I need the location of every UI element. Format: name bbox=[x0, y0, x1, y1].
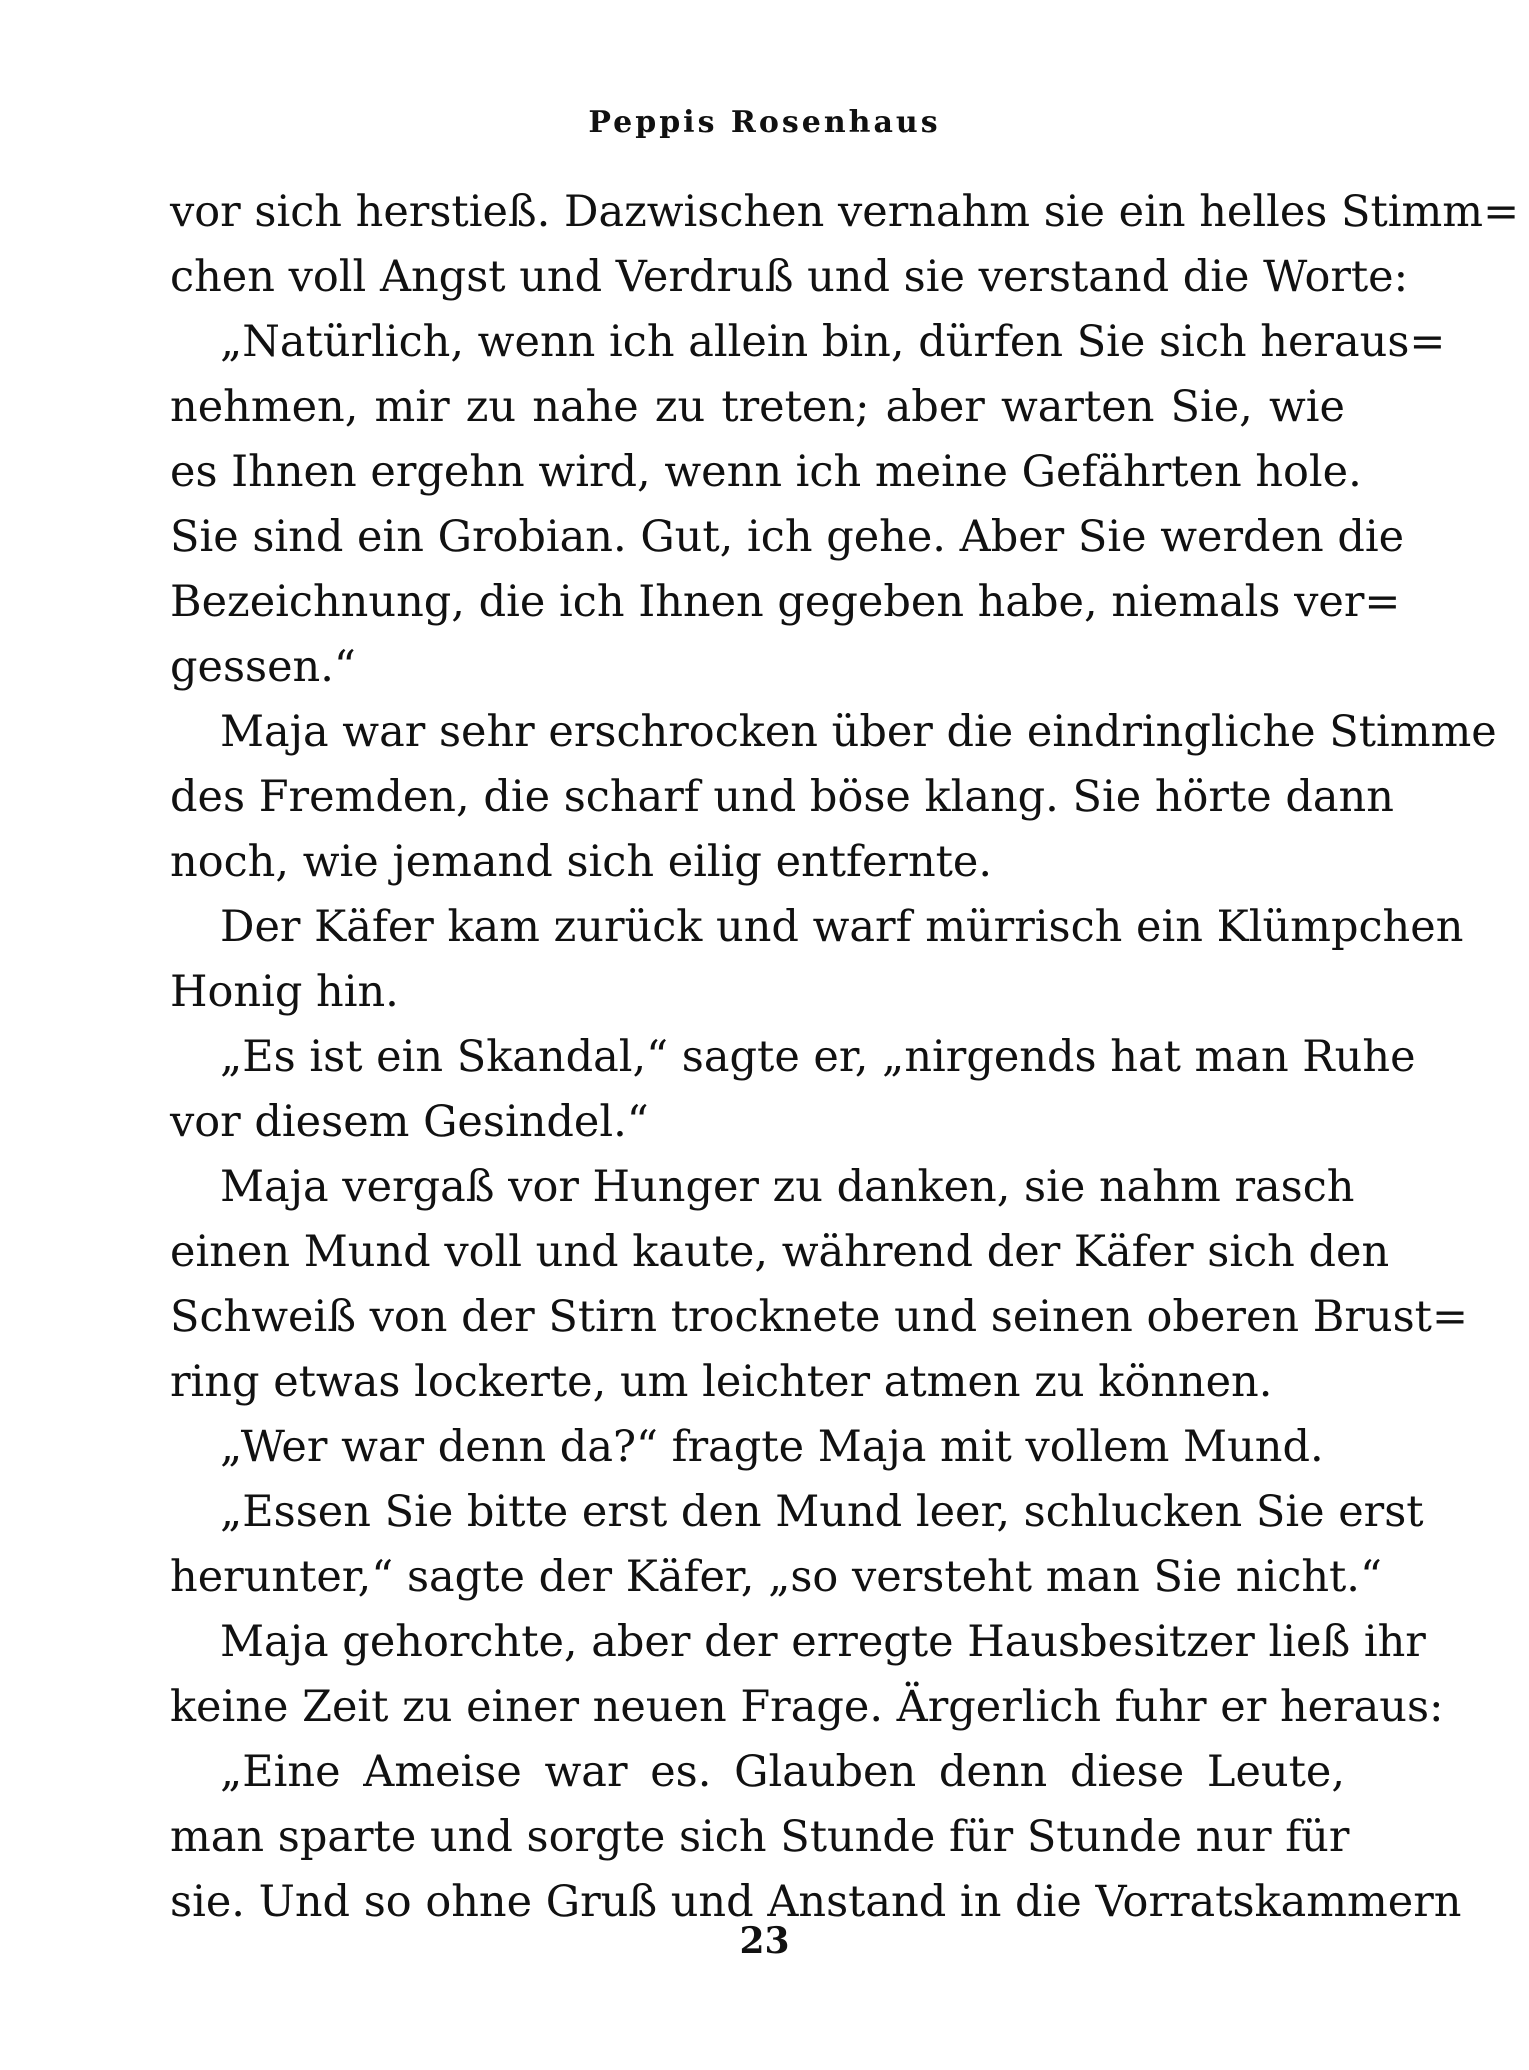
text-line: Maja vergaß vor Hunger zu danken, sie nahm rasch bbox=[220, 1162, 1355, 1212]
text-line: Schweiß von der Stirn trocknete und seinen oberen Brust= bbox=[170, 1292, 1468, 1342]
text-line: Bezeichnung, die ich Ihnen gegeben habe, niemals ver= bbox=[170, 577, 1401, 627]
text-line: „Wer war denn da?“ fragte Maja mit vollem Mund. bbox=[220, 1422, 1324, 1472]
running-head: Peppis Rosenhaus bbox=[588, 105, 941, 140]
text-line: „Es ist ein Skandal,“ sagte er, „nirgends hat man Ruhe bbox=[220, 1032, 1416, 1082]
text-line: chen voll Angst und Verdruß und sie verstand die Worte: bbox=[170, 252, 1409, 302]
text-line: ring etwas lockerte, um leichter atmen zu können. bbox=[170, 1357, 1273, 1407]
text-line: einen Mund voll und kaute, während der Käfer sich den bbox=[170, 1227, 1390, 1277]
text-line: vor sich herstieß. Dazwischen vernahm sie ein helles Stimm= bbox=[170, 187, 1520, 237]
text-line: „Natürlich, wenn ich allein bin, dürfen Sie sich heraus= bbox=[220, 317, 1446, 367]
text-line: „Essen Sie bitte erst den Mund leer, schlucken Sie erst bbox=[220, 1487, 1424, 1537]
text-line: des Fremden, die scharf und böse klang. Sie hörte dann bbox=[170, 772, 1394, 822]
text-line: vor diesem Gesindel.“ bbox=[170, 1097, 649, 1147]
text-line: man sparte und sorgte sich Stunde für Stunde nur für bbox=[170, 1812, 1350, 1862]
text-line: sie. Und so ohne Gruß und Anstand in die Vorratskammern bbox=[170, 1877, 1462, 1927]
text-line: nehmen, mir zu nahe zu treten; aber warten Sie, wie bbox=[170, 382, 1345, 432]
text-line: es Ihnen ergehn wird, wenn ich meine Gefährten hole. bbox=[170, 447, 1362, 497]
text-line: noch, wie jemand sich eilig entfernte. bbox=[170, 837, 993, 887]
text-line: Maja war sehr erschrocken über die eindringliche Stimme bbox=[220, 707, 1497, 757]
text-line: „Eine Ameise war es. Glauben denn diese Leute, bbox=[220, 1747, 1345, 1797]
text-line: herunter,“ sagte der Käfer, „so versteht man Sie nicht.“ bbox=[170, 1552, 1382, 1602]
text-line: Sie sind ein Grobian. Gut, ich gehe. Aber Sie werden die bbox=[170, 512, 1405, 562]
text-line: Der Käfer kam zurück und warf mürrisch ein Klümpchen bbox=[220, 902, 1464, 952]
page-number: 23 bbox=[739, 1920, 790, 1962]
text-line: Maja gehorchte, aber der erregte Hausbesitzer ließ ihr bbox=[220, 1617, 1426, 1667]
text-line: Honig hin. bbox=[170, 967, 399, 1017]
text-line: keine Zeit zu einer neuen Frage. Ärgerlich fuhr er heraus: bbox=[170, 1682, 1444, 1732]
text-line: gessen.“ bbox=[170, 642, 356, 692]
body-text bbox=[170, 180, 1520, 1935]
